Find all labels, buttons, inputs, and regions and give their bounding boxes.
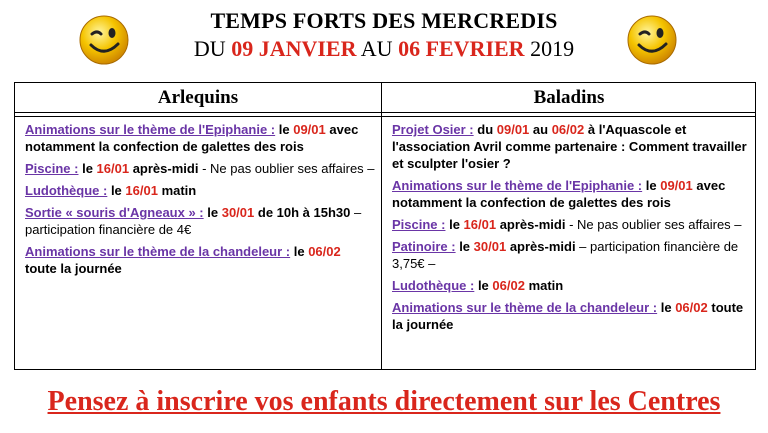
schedule-table <box>14 82 756 370</box>
activity-text: le <box>642 178 661 193</box>
activity-text: de 10h à 15h30 <box>254 205 351 220</box>
list-item <box>25 204 375 238</box>
activity-text: après-midi <box>506 239 576 254</box>
list-item <box>25 160 375 177</box>
activity-text: toute la journée <box>25 261 122 276</box>
activity-date: 16/01 <box>125 183 158 198</box>
activity-label: Projet Osier : <box>392 122 474 137</box>
activity-text: le <box>107 183 126 198</box>
activity-text: le <box>657 300 676 315</box>
activity-text: après-midi <box>496 217 566 232</box>
activity-note: – participation financière de 3,75€ – <box>392 239 739 271</box>
column-header-arlequins: Arlequins <box>157 87 239 108</box>
activity-text: le <box>290 244 309 259</box>
registration-reminder: Pensez à inscrire vos enfants directement sur les Centres <box>47 386 721 417</box>
activity-text: le <box>275 122 294 137</box>
activity-date: 09/01 <box>293 122 326 137</box>
activity-label: Patinoire : <box>392 239 456 254</box>
subtitle-start-date: 09 JANVIER <box>231 36 357 61</box>
list-item <box>392 299 750 333</box>
list-item <box>392 216 750 233</box>
header-divider-double <box>15 116 755 117</box>
subtitle-year: 2019 <box>524 36 575 61</box>
arlequins-column <box>25 121 375 282</box>
activity-date: 16/01 <box>96 161 130 176</box>
list-item <box>392 277 750 294</box>
activity-text: le <box>203 205 222 220</box>
activity-note: - Ne pas oublier ses affaires – <box>565 217 742 232</box>
list-item <box>392 121 750 172</box>
activity-date: 09/01 <box>660 178 693 193</box>
activity-date: 30/01 <box>221 205 255 220</box>
activity-label: Animations sur le thème de l'Epiphanie : <box>392 178 643 193</box>
activity-text: toute la journée <box>392 300 744 332</box>
page-subtitle <box>0 36 768 62</box>
list-item <box>25 182 375 199</box>
activity-label: Piscine : <box>392 217 446 232</box>
activity-label: Sortie « souris d'Agneaux » : <box>25 205 204 220</box>
header-divider <box>15 112 755 113</box>
activity-note: – participation financière de 4€ <box>25 205 362 237</box>
activity-date: 16/01 <box>463 217 497 232</box>
list-item <box>392 177 750 211</box>
activity-text: à l'Aquascole et l'association Avril comme partenaire : Comment travailler et sculpter l'osier ? <box>392 122 747 171</box>
activity-date: 06/02 <box>492 278 525 293</box>
list-item <box>392 238 750 272</box>
page-title: TEMPS FORTS DES MERCREDIS <box>210 8 558 33</box>
column-header-baladins: Baladins <box>533 87 605 108</box>
activity-label: Animations sur le thème de la chandeleur : <box>25 244 291 259</box>
activity-date: 30/01 <box>473 239 507 254</box>
activity-text: le <box>445 217 464 232</box>
activity-date: 06/02 <box>551 122 585 137</box>
activity-label: Animations sur le thème de la chandeleur : <box>392 300 658 315</box>
activity-text: avec notamment la confection de galettes des rois <box>25 122 359 154</box>
activity-text: matin <box>524 278 564 293</box>
activity-label: Piscine : <box>25 161 79 176</box>
baladins-column <box>392 121 750 338</box>
activity-text: le <box>78 161 97 176</box>
activity-date: 06/02 <box>675 300 708 315</box>
activity-label: Animations sur le thème de l'Epiphanie : <box>25 122 276 137</box>
activity-date: 09/01 <box>496 122 530 137</box>
activity-text: après-midi <box>129 161 199 176</box>
activity-text: au <box>529 122 552 137</box>
activity-label: Ludothèque : <box>392 278 475 293</box>
activity-text: matin <box>157 183 197 198</box>
activity-label: Ludothèque : <box>25 183 108 198</box>
activity-note: - Ne pas oublier ses affaires – <box>198 161 375 176</box>
subtitle-mid: AU <box>356 36 399 61</box>
subtitle-prefix: DU <box>193 36 232 61</box>
activity-date: 06/02 <box>308 244 341 259</box>
subtitle-end-date: 06 FEVRIER <box>398 36 525 61</box>
list-item <box>25 121 375 155</box>
activity-text: le <box>455 239 474 254</box>
activity-text: du <box>473 122 497 137</box>
column-divider <box>381 83 382 369</box>
activity-text: le <box>474 278 493 293</box>
activity-text: avec notamment la confection de galettes des rois <box>392 178 726 210</box>
list-item <box>25 243 375 277</box>
